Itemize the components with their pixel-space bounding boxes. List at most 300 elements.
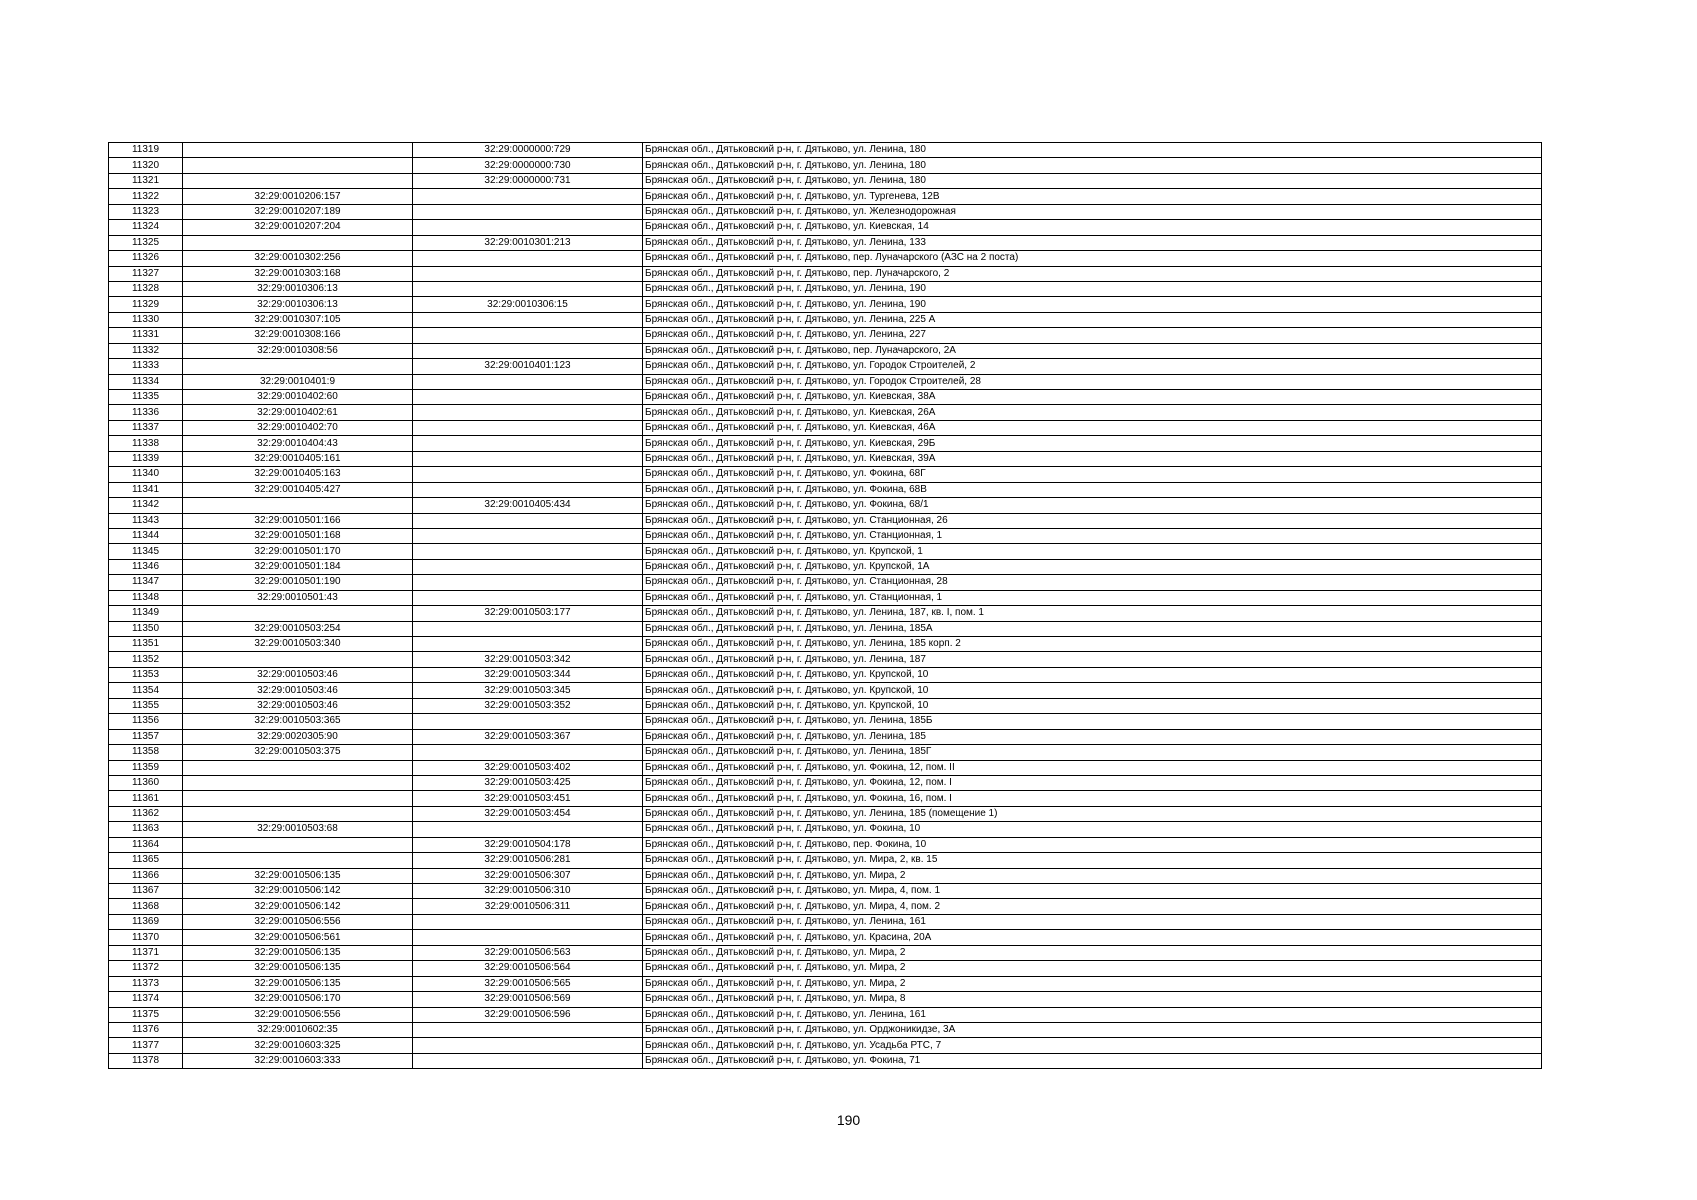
table-row — [109, 374, 1542, 389]
row-number-cell: 11358 — [109, 745, 183, 760]
building-cadastral-number-cell — [413, 281, 643, 296]
table-row — [109, 806, 1542, 821]
row-number-cell: 11319 — [109, 143, 183, 158]
row-number-cell: 11340 — [109, 467, 183, 482]
row-number-cell: 11348 — [109, 590, 183, 605]
address-cell: Брянская обл., Дятьковский р-н, г. Дятьково, ул. Фокина, 10 — [643, 822, 1542, 837]
address-cell: Брянская обл., Дятьковский р-н, г. Дятьково, ул. Ленина, 225 А — [643, 312, 1542, 327]
building-cadastral-number-cell: 32:29:0010506:569 — [413, 992, 643, 1007]
table-row — [109, 189, 1542, 204]
row-number-cell: 11342 — [109, 498, 183, 513]
table-row — [109, 853, 1542, 868]
cadastral-number-cell: 32:29:0010501:170 — [183, 544, 413, 559]
row-number-cell: 11360 — [109, 775, 183, 790]
cadastral-number-cell: 32:29:0010503:254 — [183, 621, 413, 636]
cadastral-number-cell: 32:29:0010506:135 — [183, 945, 413, 960]
table-row — [109, 745, 1542, 760]
row-number-cell: 11371 — [109, 945, 183, 960]
row-number-cell: 11372 — [109, 961, 183, 976]
row-number-cell: 11334 — [109, 374, 183, 389]
cadastral-number-cell: 32:29:0010503:46 — [183, 667, 413, 682]
cadastral-number-cell — [183, 143, 413, 158]
building-cadastral-number-cell — [413, 714, 643, 729]
building-cadastral-number-cell: 32:29:0010503:451 — [413, 791, 643, 806]
cadastral-number-cell: 32:29:0010402:61 — [183, 405, 413, 420]
cadastral-number-cell: 32:29:0010302:256 — [183, 251, 413, 266]
table-row — [109, 312, 1542, 327]
cadastral-number-cell — [183, 837, 413, 852]
row-number-cell: 11324 — [109, 220, 183, 235]
address-cell: Брянская обл., Дятьковский р-н, г. Дятьково, ул. Красина, 20А — [643, 930, 1542, 945]
building-cadastral-number-cell — [413, 621, 643, 636]
building-cadastral-number-cell: 32:29:0010506:564 — [413, 961, 643, 976]
address-cell: Брянская обл., Дятьковский р-н, г. Дятьково, ул. Ленина, 180 — [643, 158, 1542, 173]
row-number-cell: 11343 — [109, 513, 183, 528]
address-cell: Брянская обл., Дятьковский р-н, г. Дятьково, ул. Мира, 2 — [643, 961, 1542, 976]
row-number-cell: 11347 — [109, 575, 183, 590]
table-row — [109, 1007, 1542, 1022]
address-cell: Брянская обл., Дятьковский р-н, г. Дятьково, ул. Тургенева, 12В — [643, 189, 1542, 204]
table-row — [109, 637, 1542, 652]
cadastral-number-cell — [183, 158, 413, 173]
cadastral-number-cell: 32:29:0010506:135 — [183, 868, 413, 883]
address-cell: Брянская обл., Дятьковский р-н, г. Дятьково, ул. Крупской, 10 — [643, 683, 1542, 698]
cadastral-number-cell — [183, 791, 413, 806]
building-cadastral-number-cell — [413, 575, 643, 590]
cadastral-number-cell: 32:29:0020305:90 — [183, 729, 413, 744]
cadastral-number-cell: 32:29:0010306:13 — [183, 297, 413, 312]
table-row — [109, 204, 1542, 219]
address-cell: Брянская обл., Дятьковский р-н, г. Дятьково, ул. Фокина, 12, пом. I — [643, 775, 1542, 790]
address-cell: Брянская обл., Дятьковский р-н, г. Дятьково, ул. Мира, 4, пом. 1 — [643, 884, 1542, 899]
building-cadastral-number-cell: 32:29:0010503:345 — [413, 683, 643, 698]
cadastral-number-cell: 32:29:0010603:333 — [183, 1053, 413, 1068]
address-cell: Брянская обл., Дятьковский р-н, г. Дятьково, ул. Фокина, 12, пом. II — [643, 760, 1542, 775]
table-row — [109, 621, 1542, 636]
cadastral-number-cell — [183, 806, 413, 821]
row-number-cell: 11341 — [109, 482, 183, 497]
row-number-cell: 11361 — [109, 791, 183, 806]
cadastral-number-cell: 32:29:0010501:168 — [183, 528, 413, 543]
cadastral-number-cell: 32:29:0010506:556 — [183, 1007, 413, 1022]
table-row — [109, 590, 1542, 605]
address-cell: Брянская обл., Дятьковский р-н, г. Дятьково, ул. Мира, 4, пом. 2 — [643, 899, 1542, 914]
building-cadastral-number-cell — [413, 513, 643, 528]
building-cadastral-number-cell — [413, 544, 643, 559]
address-cell: Брянская обл., Дятьковский р-н, г. Дятьково, ул. Ленина, 185 корп. 2 — [643, 637, 1542, 652]
cadastral-number-cell: 32:29:0010207:189 — [183, 204, 413, 219]
cadastral-number-cell — [183, 760, 413, 775]
building-cadastral-number-cell — [413, 328, 643, 343]
table-row — [109, 328, 1542, 343]
address-cell: Брянская обл., Дятьковский р-н, г. Дятьково, ул. Ленина, 180 — [643, 143, 1542, 158]
row-number-cell: 11336 — [109, 405, 183, 420]
cadastral-number-cell: 32:29:0010303:168 — [183, 266, 413, 281]
building-cadastral-number-cell: 32:29:0010503:367 — [413, 729, 643, 744]
address-cell: Брянская обл., Дятьковский р-н, г. Дятьково, ул. Ленина, 185А — [643, 621, 1542, 636]
row-number-cell: 11373 — [109, 976, 183, 991]
row-number-cell: 11345 — [109, 544, 183, 559]
cadastral-number-cell: 32:29:0010308:56 — [183, 343, 413, 358]
address-cell: Брянская обл., Дятьковский р-н, г. Дятьково, ул. Ленина, 227 — [643, 328, 1542, 343]
row-number-cell: 11365 — [109, 853, 183, 868]
table-row — [109, 498, 1542, 513]
building-cadastral-number-cell: 32:29:0010503:454 — [413, 806, 643, 821]
building-cadastral-number-cell: 32:29:0010506:281 — [413, 853, 643, 868]
row-number-cell: 11344 — [109, 528, 183, 543]
building-cadastral-number-cell — [413, 390, 643, 405]
address-cell: Брянская обл., Дятьковский р-н, г. Дятьково, ул. Ленина, 190 — [643, 297, 1542, 312]
building-cadastral-number-cell — [413, 266, 643, 281]
address-cell: Брянская обл., Дятьковский р-н, г. Дятьково, пер. Луначарского, 2 — [643, 266, 1542, 281]
building-cadastral-number-cell — [413, 822, 643, 837]
row-number-cell: 11338 — [109, 436, 183, 451]
table-row — [109, 173, 1542, 188]
address-cell: Брянская обл., Дятьковский р-н, г. Дятьково, ул. Станционная, 1 — [643, 528, 1542, 543]
table-row — [109, 868, 1542, 883]
cadastral-number-cell: 32:29:0010501:166 — [183, 513, 413, 528]
table-row — [109, 930, 1542, 945]
cadastral-number-cell: 32:29:0010402:60 — [183, 390, 413, 405]
cadastral-number-cell: 32:29:0010501:190 — [183, 575, 413, 590]
table-row — [109, 714, 1542, 729]
cadastral-number-cell: 32:29:0010506:135 — [183, 961, 413, 976]
row-number-cell: 11363 — [109, 822, 183, 837]
cadastral-number-cell: 32:29:0010602:35 — [183, 1022, 413, 1037]
table-row — [109, 914, 1542, 929]
row-number-cell: 11326 — [109, 251, 183, 266]
building-cadastral-number-cell — [413, 930, 643, 945]
registry-table-body — [109, 143, 1542, 1069]
address-cell: Брянская обл., Дятьковский р-н, г. Дятьково, ул. Ленина, 185Б — [643, 714, 1542, 729]
building-cadastral-number-cell: 32:29:0010503:352 — [413, 698, 643, 713]
table-row — [109, 451, 1542, 466]
building-cadastral-number-cell — [413, 436, 643, 451]
building-cadastral-number-cell — [413, 405, 643, 420]
table-row — [109, 266, 1542, 281]
building-cadastral-number-cell — [413, 637, 643, 652]
building-cadastral-number-cell — [413, 374, 643, 389]
cadastral-number-cell: 32:29:0010401:9 — [183, 374, 413, 389]
table-row — [109, 667, 1542, 682]
row-number-cell: 11374 — [109, 992, 183, 1007]
cadastral-number-cell — [183, 235, 413, 250]
address-cell: Брянская обл., Дятьковский р-н, г. Дятьково, ул. Фокина, 68/1 — [643, 498, 1542, 513]
row-number-cell: 11356 — [109, 714, 183, 729]
cadastral-number-cell — [183, 359, 413, 374]
row-number-cell: 11330 — [109, 312, 183, 327]
address-cell: Брянская обл., Дятьковский р-н, г. Дятьково, ул. Городок Строителей, 2 — [643, 359, 1542, 374]
building-cadastral-number-cell — [413, 420, 643, 435]
row-number-cell: 11351 — [109, 637, 183, 652]
page-number: 190 — [836, 1112, 861, 1128]
address-cell: Брянская обл., Дятьковский р-н, г. Дятьково, ул. Мира, 2 — [643, 976, 1542, 991]
row-number-cell: 11333 — [109, 359, 183, 374]
table-row — [109, 281, 1542, 296]
row-number-cell: 11349 — [109, 606, 183, 621]
address-cell: Брянская обл., Дятьковский р-н, г. Дятьково, ул. Киевская, 29Б — [643, 436, 1542, 451]
building-cadastral-number-cell: 32:29:0010503:344 — [413, 667, 643, 682]
registry-table — [108, 142, 1542, 1069]
cadastral-number-cell: 32:29:0010405:427 — [183, 482, 413, 497]
address-cell: Брянская обл., Дятьковский р-н, г. Дятьково, ул. Крупской, 10 — [643, 667, 1542, 682]
address-cell: Брянская обл., Дятьковский р-н, г. Дятьково, ул. Киевская, 39А — [643, 451, 1542, 466]
building-cadastral-number-cell: 32:29:0010506:311 — [413, 899, 643, 914]
building-cadastral-number-cell — [413, 745, 643, 760]
building-cadastral-number-cell: 32:29:0010306:15 — [413, 297, 643, 312]
building-cadastral-number-cell: 32:29:0010506:596 — [413, 1007, 643, 1022]
cadastral-number-cell: 32:29:0010506:142 — [183, 884, 413, 899]
building-cadastral-number-cell — [413, 590, 643, 605]
address-cell: Брянская обл., Дятьковский р-н, г. Дятьково, ул. Ленина, 185Г — [643, 745, 1542, 760]
row-number-cell: 11355 — [109, 698, 183, 713]
row-number-cell: 11327 — [109, 266, 183, 281]
table-row — [109, 961, 1542, 976]
building-cadastral-number-cell — [413, 1022, 643, 1037]
building-cadastral-number-cell: 32:29:0000000:730 — [413, 158, 643, 173]
cadastral-number-cell: 32:29:0010501:43 — [183, 590, 413, 605]
building-cadastral-number-cell: 32:29:0010503:425 — [413, 775, 643, 790]
cadastral-number-cell: 32:29:0010603:325 — [183, 1038, 413, 1053]
table-row — [109, 1053, 1542, 1068]
cadastral-number-cell: 32:29:0010405:163 — [183, 467, 413, 482]
row-number-cell: 11323 — [109, 204, 183, 219]
address-cell: Брянская обл., Дятьковский р-н, г. Дятьково, ул. Городок Строителей, 28 — [643, 374, 1542, 389]
building-cadastral-number-cell — [413, 467, 643, 482]
address-cell: Брянская обл., Дятьковский р-н, г. Дятьково, ул. Мира, 2 — [643, 868, 1542, 883]
address-cell: Брянская обл., Дятьковский р-н, г. Дятьково, пер. Фокина, 10 — [643, 837, 1542, 852]
cadastral-number-cell — [183, 498, 413, 513]
table-row — [109, 976, 1542, 991]
cadastral-number-cell: 32:29:0010404:43 — [183, 436, 413, 451]
address-cell: Брянская обл., Дятьковский р-н, г. Дятьково, ул. Крупской, 10 — [643, 698, 1542, 713]
table-row — [109, 992, 1542, 1007]
cadastral-number-cell: 32:29:0010503:46 — [183, 683, 413, 698]
address-cell: Брянская обл., Дятьковский р-н, г. Дятьково, ул. Крупской, 1А — [643, 559, 1542, 574]
address-cell: Брянская обл., Дятьковский р-н, г. Дятьково, ул. Ленина, 187, кв. I, пом. 1 — [643, 606, 1542, 621]
building-cadastral-number-cell: 32:29:0010506:307 — [413, 868, 643, 883]
address-cell: Брянская обл., Дятьковский р-н, г. Дятьково, ул. Ленина, 180 — [643, 173, 1542, 188]
row-number-cell: 11339 — [109, 451, 183, 466]
building-cadastral-number-cell — [413, 343, 643, 358]
cadastral-number-cell: 32:29:0010402:70 — [183, 420, 413, 435]
address-cell: Брянская обл., Дятьковский р-н, г. Дятьково, ул. Усадьба РТС, 7 — [643, 1038, 1542, 1053]
address-cell: Брянская обл., Дятьковский р-н, г. Дятьково, ул. Железнодорожная — [643, 204, 1542, 219]
building-cadastral-number-cell: 32:29:0010301:213 — [413, 235, 643, 250]
row-number-cell: 11353 — [109, 667, 183, 682]
address-cell: Брянская обл., Дятьковский р-н, г. Дятьково, пер. Луначарского (АЗС на 2 поста) — [643, 251, 1542, 266]
table-row — [109, 436, 1542, 451]
address-cell: Брянская обл., Дятьковский р-н, г. Дятьково, ул. Киевская, 26А — [643, 405, 1542, 420]
building-cadastral-number-cell — [413, 914, 643, 929]
cadastral-number-cell: 32:29:0010503:365 — [183, 714, 413, 729]
building-cadastral-number-cell — [413, 1038, 643, 1053]
cadastral-number-cell: 32:29:0010206:157 — [183, 189, 413, 204]
row-number-cell: 11369 — [109, 914, 183, 929]
table-row — [109, 544, 1542, 559]
building-cadastral-number-cell: 32:29:0010503:402 — [413, 760, 643, 775]
table-row — [109, 884, 1542, 899]
building-cadastral-number-cell — [413, 251, 643, 266]
cadastral-number-cell: 32:29:0010506:556 — [183, 914, 413, 929]
row-number-cell: 11354 — [109, 683, 183, 698]
row-number-cell: 11329 — [109, 297, 183, 312]
table-row — [109, 482, 1542, 497]
table-row — [109, 899, 1542, 914]
row-number-cell: 11364 — [109, 837, 183, 852]
building-cadastral-number-cell: 32:29:0010506:310 — [413, 884, 643, 899]
row-number-cell: 11378 — [109, 1053, 183, 1068]
address-cell: Брянская обл., Дятьковский р-н, г. Дятьково, пер. Луначарского, 2А — [643, 343, 1542, 358]
cadastral-number-cell: 32:29:0010506:135 — [183, 976, 413, 991]
cadastral-number-cell: 32:29:0010501:184 — [183, 559, 413, 574]
row-number-cell: 11376 — [109, 1022, 183, 1037]
cadastral-number-cell — [183, 853, 413, 868]
building-cadastral-number-cell: 32:29:0010401:123 — [413, 359, 643, 374]
cadastral-number-cell: 32:29:0010306:13 — [183, 281, 413, 296]
table-row — [109, 251, 1542, 266]
address-cell: Брянская обл., Дятьковский р-н, г. Дятьково, ул. Орджоникидзе, 3А — [643, 1022, 1542, 1037]
building-cadastral-number-cell — [413, 312, 643, 327]
table-row — [109, 945, 1542, 960]
building-cadastral-number-cell — [413, 451, 643, 466]
table-row — [109, 513, 1542, 528]
table-row — [109, 837, 1542, 852]
table-row — [109, 652, 1542, 667]
address-cell: Брянская обл., Дятьковский р-н, г. Дятьково, ул. Киевская, 46А — [643, 420, 1542, 435]
table-row — [109, 575, 1542, 590]
row-number-cell: 11331 — [109, 328, 183, 343]
row-number-cell: 11362 — [109, 806, 183, 821]
table-row — [109, 822, 1542, 837]
table-row — [109, 791, 1542, 806]
building-cadastral-number-cell: 32:29:0000000:729 — [413, 143, 643, 158]
building-cadastral-number-cell: 32:29:0010506:563 — [413, 945, 643, 960]
address-cell: Брянская обл., Дятьковский р-н, г. Дятьково, ул. Ленина, 161 — [643, 1007, 1542, 1022]
cadastral-number-cell — [183, 652, 413, 667]
address-cell: Брянская обл., Дятьковский р-н, г. Дятьково, ул. Фокина, 16, пом. I — [643, 791, 1542, 806]
row-number-cell: 11359 — [109, 760, 183, 775]
cadastral-number-cell: 32:29:0010506:561 — [183, 930, 413, 945]
row-number-cell: 11346 — [109, 559, 183, 574]
address-cell: Брянская обл., Дятьковский р-н, г. Дятьково, ул. Киевская, 38А — [643, 390, 1542, 405]
cadastral-number-cell: 32:29:0010503:375 — [183, 745, 413, 760]
cadastral-number-cell: 32:29:0010308:166 — [183, 328, 413, 343]
address-cell: Брянская обл., Дятьковский р-н, г. Дятьково, ул. Ленина, 161 — [643, 914, 1542, 929]
building-cadastral-number-cell: 32:29:0010504:178 — [413, 837, 643, 852]
table-row — [109, 220, 1542, 235]
address-cell: Брянская обл., Дятьковский р-н, г. Дятьково, ул. Ленина, 187 — [643, 652, 1542, 667]
cadastral-number-cell — [183, 173, 413, 188]
cadastral-number-cell: 32:29:0010405:161 — [183, 451, 413, 466]
row-number-cell: 11370 — [109, 930, 183, 945]
building-cadastral-number-cell: 32:29:0010503:177 — [413, 606, 643, 621]
row-number-cell: 11332 — [109, 343, 183, 358]
row-number-cell: 11325 — [109, 235, 183, 250]
cadastral-number-cell — [183, 775, 413, 790]
cadastral-number-cell: 32:29:0010307:105 — [183, 312, 413, 327]
row-number-cell: 11366 — [109, 868, 183, 883]
address-cell: Брянская обл., Дятьковский р-н, г. Дятьково, ул. Крупской, 1 — [643, 544, 1542, 559]
table-row — [109, 1022, 1542, 1037]
building-cadastral-number-cell: 32:29:0000000:731 — [413, 173, 643, 188]
table-row — [109, 606, 1542, 621]
address-cell: Брянская обл., Дятьковский р-н, г. Дятьково, ул. Мира, 2, кв. 15 — [643, 853, 1542, 868]
building-cadastral-number-cell — [413, 220, 643, 235]
table-row — [109, 775, 1542, 790]
row-number-cell: 11350 — [109, 621, 183, 636]
address-cell: Брянская обл., Дятьковский р-н, г. Дятьково, ул. Киевская, 14 — [643, 220, 1542, 235]
row-number-cell: 11337 — [109, 420, 183, 435]
row-number-cell: 11335 — [109, 390, 183, 405]
building-cadastral-number-cell — [413, 1053, 643, 1068]
table-row — [109, 143, 1542, 158]
address-cell: Брянская обл., Дятьковский р-н, г. Дятьково, ул. Станционная, 28 — [643, 575, 1542, 590]
table-row — [109, 559, 1542, 574]
address-cell: Брянская обл., Дятьковский р-н, г. Дятьково, ул. Ленина, 190 — [643, 281, 1542, 296]
building-cadastral-number-cell — [413, 528, 643, 543]
table-row — [109, 760, 1542, 775]
row-number-cell: 11322 — [109, 189, 183, 204]
building-cadastral-number-cell: 32:29:0010503:342 — [413, 652, 643, 667]
cadastral-number-cell: 32:29:0010506:170 — [183, 992, 413, 1007]
table-row — [109, 1038, 1542, 1053]
row-number-cell: 11328 — [109, 281, 183, 296]
row-number-cell: 11352 — [109, 652, 183, 667]
cadastral-number-cell: 32:29:0010503:340 — [183, 637, 413, 652]
cadastral-number-cell: 32:29:0010207:204 — [183, 220, 413, 235]
row-number-cell: 11377 — [109, 1038, 183, 1053]
row-number-cell: 11367 — [109, 884, 183, 899]
table-row — [109, 359, 1542, 374]
table-row — [109, 729, 1542, 744]
table-row — [109, 467, 1542, 482]
address-cell: Брянская обл., Дятьковский р-н, г. Дятьково, ул. Мира, 2 — [643, 945, 1542, 960]
table-row — [109, 297, 1542, 312]
building-cadastral-number-cell — [413, 482, 643, 497]
address-cell: Брянская обл., Дятьковский р-н, г. Дятьково, ул. Фокина, 71 — [643, 1053, 1542, 1068]
row-number-cell: 11375 — [109, 1007, 183, 1022]
address-cell: Брянская обл., Дятьковский р-н, г. Дятьково, ул. Станционная, 1 — [643, 590, 1542, 605]
building-cadastral-number-cell: 32:29:0010405:434 — [413, 498, 643, 513]
address-cell: Брянская обл., Дятьковский р-н, г. Дятьково, ул. Станционная, 26 — [643, 513, 1542, 528]
table-row — [109, 420, 1542, 435]
row-number-cell: 11320 — [109, 158, 183, 173]
table-row — [109, 390, 1542, 405]
table-row — [109, 158, 1542, 173]
address-cell: Брянская обл., Дятьковский р-н, г. Дятьково, ул. Ленина, 185 (помещение 1) — [643, 806, 1542, 821]
address-cell: Брянская обл., Дятьковский р-н, г. Дятьково, ул. Мира, 8 — [643, 992, 1542, 1007]
address-cell: Брянская обл., Дятьковский р-н, г. Дятьково, ул. Фокина, 68В — [643, 482, 1542, 497]
table-row — [109, 405, 1542, 420]
row-number-cell: 11368 — [109, 899, 183, 914]
building-cadastral-number-cell: 32:29:0010506:565 — [413, 976, 643, 991]
cadastral-number-cell — [183, 606, 413, 621]
cadastral-number-cell: 32:29:0010503:46 — [183, 698, 413, 713]
address-cell: Брянская обл., Дятьковский р-н, г. Дятьково, ул. Ленина, 185 — [643, 729, 1542, 744]
table-row — [109, 528, 1542, 543]
building-cadastral-number-cell — [413, 189, 643, 204]
cadastral-number-cell: 32:29:0010506:142 — [183, 899, 413, 914]
table-row — [109, 235, 1542, 250]
address-cell: Брянская обл., Дятьковский р-н, г. Дятьково, ул. Фокина, 68Г — [643, 467, 1542, 482]
row-number-cell: 11321 — [109, 173, 183, 188]
table-row — [109, 343, 1542, 358]
row-number-cell: 11357 — [109, 729, 183, 744]
building-cadastral-number-cell — [413, 559, 643, 574]
table-row — [109, 698, 1542, 713]
address-cell: Брянская обл., Дятьковский р-н, г. Дятьково, ул. Ленина, 133 — [643, 235, 1542, 250]
